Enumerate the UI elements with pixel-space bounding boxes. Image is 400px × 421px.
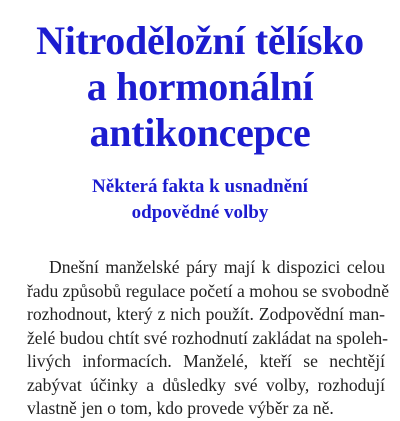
document-title (0, 18, 400, 156)
body-line-5: livých informacích. Manželé, kteří se nechtějí (27, 351, 385, 371)
body-line-6: zabývat účinky a důsledky své volby, rozhodují (27, 374, 385, 395)
body-line-4: želé budou chtít své rozhodnutí zakládat na spoleh- (27, 327, 389, 348)
title-line-1: Nitroděložní tělísko (36, 18, 364, 63)
body-line-1: Dnešní manželské páry mají k dispozici celou (49, 257, 385, 277)
title-line-3: antikoncepce (89, 110, 311, 155)
body-line-7: vlastně jen o tom, kdo provede výběr za ně. (27, 398, 334, 418)
body-line-3: rozhodnout, který z nich použít. Zodpovědní man- (27, 304, 385, 324)
title-line-2: a hormonální (86, 64, 314, 109)
body-paragraph (27, 256, 390, 421)
subtitle-line-2: odpovědné volby (131, 202, 269, 223)
subtitle-line-1: Některá fakta k usnadnění (92, 176, 308, 197)
body-line-2: řadu způsobů regulace početí a mohou se svobodně (27, 280, 390, 301)
document-subtitle (0, 174, 400, 226)
